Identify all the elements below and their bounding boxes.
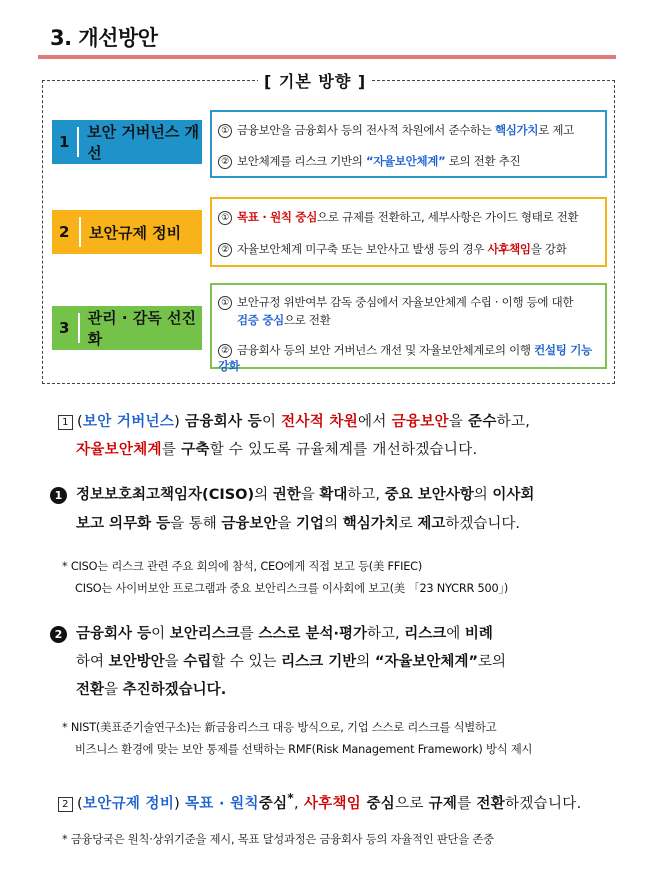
direction-item xyxy=(218,241,601,257)
title-underline xyxy=(38,55,616,59)
text: 로 xyxy=(398,516,418,532)
text: 보안방안 xyxy=(108,654,165,670)
text: 자율보안체계 xyxy=(76,442,162,458)
text: 전환 xyxy=(476,795,506,812)
text: 규제 xyxy=(428,795,458,812)
text: 스스로 분석·평가 xyxy=(258,626,367,642)
item-text: 로의 전환 추진 xyxy=(445,154,521,168)
direction-label-2 xyxy=(52,210,202,254)
text: 금융보안 xyxy=(391,414,449,430)
text: ) xyxy=(174,414,186,430)
footnote-2-line-1: * NIST(美표준기술연구소)는 新금융리스크 대응 방식으로, 기업 스스로 리스크를 식별하고 xyxy=(62,721,497,734)
text: 하겠습니다. xyxy=(445,516,521,532)
point-2-line-3 xyxy=(76,678,616,703)
text: 할 수 있도록 규율체계를 개선하겠습니다. xyxy=(209,442,478,458)
text: 보고 의무화 등 xyxy=(76,516,171,532)
text: “자율보안체계” xyxy=(374,654,478,670)
text: 목표 · 원칙 xyxy=(185,795,259,812)
footnote-3: * 금융당국은 원칙·상위기준을 제시, 목표 달성과정은 금융회사 등의 자율적인 판단을 존중 xyxy=(62,833,494,846)
direction-num: 1 xyxy=(59,133,70,151)
direction-item xyxy=(218,342,601,374)
text: 을 xyxy=(300,487,320,503)
direction-num: 3 xyxy=(59,319,70,337)
text: 이 xyxy=(261,414,282,430)
text: 금융보안 xyxy=(221,516,278,532)
circle-number: ② xyxy=(218,155,232,169)
frame-title: [ 기본 방향 ] xyxy=(258,69,372,92)
direction-box-3 xyxy=(210,283,607,373)
direction-label-text: 보안 거버넌스 개선 xyxy=(87,123,200,162)
text: 의 xyxy=(356,654,375,670)
text: 추진하겠습니다. xyxy=(122,682,227,698)
text: 이사회 xyxy=(492,487,535,503)
item-text: 으로 규제를 전환하고, 세부사항은 가이드 형태로 전환 xyxy=(317,210,579,224)
text: 확대 xyxy=(319,487,348,503)
text: 리스크 xyxy=(404,626,447,642)
point-2-line-2 xyxy=(76,650,616,675)
item-text: 금융회사 등의 보안 거버넌스 개선 및 자율보안체계로의 이행 xyxy=(237,343,535,357)
text: 의 xyxy=(254,487,273,503)
text: 수립 xyxy=(183,654,212,670)
footnote-mark: * xyxy=(287,791,295,805)
footnote-1-line-1: * CISO는 리스크 관련 주요 회의에 참석, CEO에게 직접 보고 등(美 FFIEC) xyxy=(62,560,423,573)
text: 핵심가치 xyxy=(342,516,399,532)
direction-item xyxy=(218,153,601,169)
direction-item xyxy=(218,122,601,138)
circle-number: ② xyxy=(218,344,232,358)
text: 사후책임 xyxy=(303,795,362,812)
section-1-line-1 xyxy=(58,410,530,435)
text: ( xyxy=(77,795,83,812)
text: 기업 xyxy=(296,516,325,532)
item-highlight: 목표 · 원칙 중심 xyxy=(237,210,318,224)
item-highlight: 핵심가치 xyxy=(494,123,539,137)
text: 에서 xyxy=(358,414,392,430)
text: 금융회사 등 xyxy=(76,626,152,642)
text: 보안규제 정비 xyxy=(82,795,175,812)
text: 보안리스크 xyxy=(169,626,240,642)
text: 으로 xyxy=(395,795,429,812)
text: 에 xyxy=(446,626,465,642)
direction-label-1 xyxy=(52,120,202,164)
text: 하고, xyxy=(367,626,405,642)
text: 리스크 기반 xyxy=(281,654,357,670)
section-box-number: 1 xyxy=(58,415,73,430)
bullet-number-1: 1 xyxy=(50,487,67,504)
point-2-line-1 xyxy=(76,622,616,647)
bullet-number-2: 2 xyxy=(50,626,67,643)
text: 비례 xyxy=(464,626,493,642)
circle-number: ① xyxy=(218,211,232,225)
direction-box-1 xyxy=(210,110,607,178)
circle-number: ① xyxy=(218,124,232,138)
section-box-number: 2 xyxy=(58,797,73,812)
text: 의 xyxy=(324,516,343,532)
item-text: 자율보안체계 미구축 또는 보안사고 발생 등의 경우 xyxy=(237,242,488,256)
text: 할 수 있는 xyxy=(211,654,282,670)
text: 을 xyxy=(448,414,469,430)
section-1-line-2 xyxy=(76,438,477,463)
text: 하고, xyxy=(496,414,531,430)
text: 을 xyxy=(277,516,297,532)
item-highlight: “자율보안체계” xyxy=(365,154,446,168)
text: 의 xyxy=(473,487,493,503)
item-text: 로 제고 xyxy=(538,123,574,137)
item-highlight: 검증 중심 xyxy=(237,313,284,327)
text: 전사적 차원 xyxy=(281,414,359,430)
footnote-1-line-2: CISO는 사이버보안 프로그램과 중요 보안리스크를 이사회에 보고(美 「23 NYCRR 500」) xyxy=(75,582,509,595)
text: 중요 보안사항 xyxy=(384,487,474,503)
point-1-line-2 xyxy=(76,512,616,537)
direction-item xyxy=(218,209,601,225)
circle-number: ② xyxy=(218,243,232,257)
direction-item xyxy=(218,294,601,310)
text: 를 xyxy=(161,442,182,458)
text: 을 통해 xyxy=(170,516,222,532)
item-highlight: 사후책임 xyxy=(487,242,531,256)
text: 준수 xyxy=(468,414,497,430)
item-text: 보안체계를 리스크 기반의 xyxy=(237,154,366,168)
text: , xyxy=(294,795,304,812)
text: 중심 xyxy=(361,795,396,812)
item-text: 보안규정 위반여부 감독 중심에서 자율보안체계 수립 · 이행 등에 대한 xyxy=(237,295,574,309)
page-title: 3. 개선방안 xyxy=(50,26,158,50)
text: 정보보호최고책임자(CISO) xyxy=(76,487,255,503)
footnote-2-line-2: 비즈니스 환경에 맞는 보안 통제를 선택하는 RMF(Risk Management Framework) 방식 제시 xyxy=(75,743,533,756)
item-text: 금융보안을 금융회사 등의 전사적 차원에서 준수하는 xyxy=(237,123,495,137)
item-text: 을 강화 xyxy=(530,242,567,256)
text: 로의 xyxy=(477,654,506,670)
text: 중심 xyxy=(258,795,288,812)
text: 을 xyxy=(164,654,184,670)
text: 전환 xyxy=(76,682,105,698)
direction-box-2 xyxy=(210,197,607,267)
text: 이 xyxy=(151,626,170,642)
text: ( xyxy=(77,414,83,430)
direction-label-3 xyxy=(52,306,202,350)
text: 금융회사 등 xyxy=(185,414,262,430)
section-2-line-1 xyxy=(58,786,582,817)
text: 하고, xyxy=(347,487,385,503)
direction-num: 2 xyxy=(59,223,70,241)
text: 권한 xyxy=(272,487,301,503)
direction-label-text: 관리 · 감독 선진화 xyxy=(87,309,196,348)
text: 를 xyxy=(239,626,259,642)
text: 을 xyxy=(104,682,123,698)
divider xyxy=(79,217,81,247)
text: 제고 xyxy=(417,516,446,532)
circle-number: ① xyxy=(218,296,232,310)
item-text: 으로 전환 xyxy=(283,313,331,327)
text: 구축 xyxy=(181,442,210,458)
point-1-line-1 xyxy=(76,483,616,508)
divider xyxy=(77,127,79,157)
direction-label-text: 보안규제 정비 xyxy=(89,223,182,242)
direction-item xyxy=(237,312,601,328)
text: 를 xyxy=(457,795,477,812)
text: 하여 xyxy=(76,654,109,670)
text: 하겠습니다. xyxy=(505,795,582,812)
divider xyxy=(78,313,80,343)
text: ) xyxy=(174,795,186,812)
item-highlight: 컨설팅 기능 강화 xyxy=(218,343,592,373)
text: 보안 거버넌스 xyxy=(82,414,175,430)
